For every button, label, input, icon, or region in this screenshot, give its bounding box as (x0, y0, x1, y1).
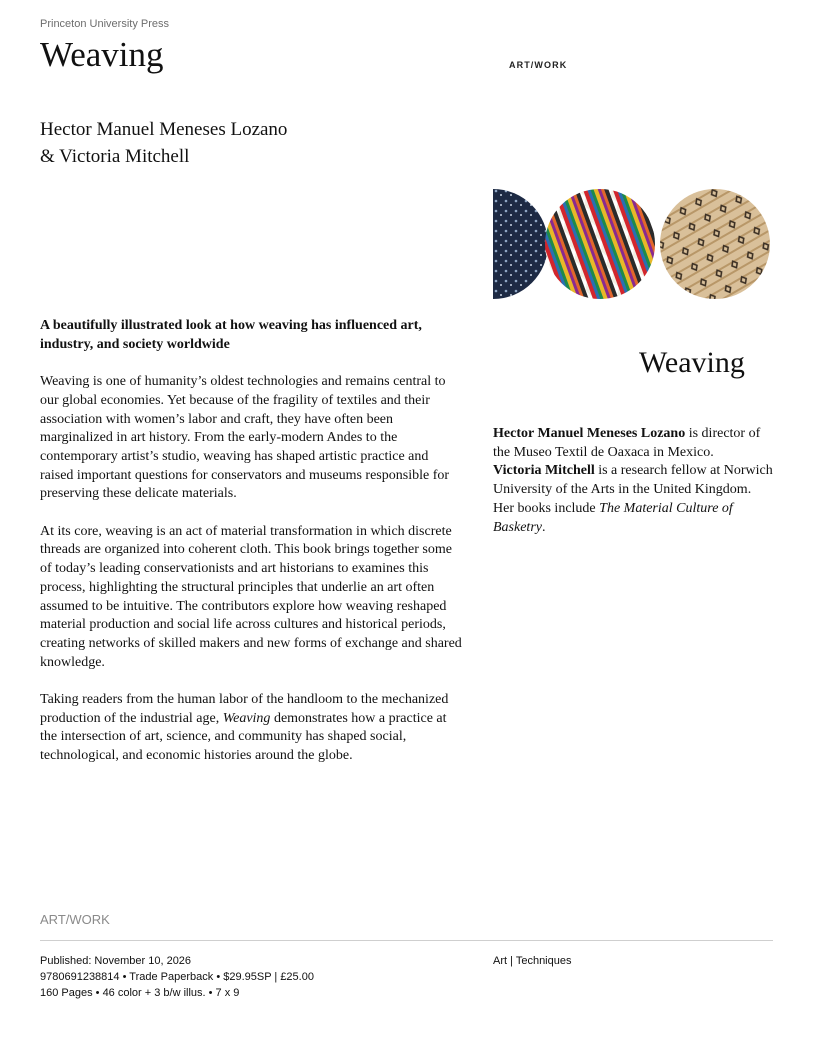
subject-categories: Art | Techniques (493, 955, 572, 967)
publication-date: Published: November 10, 2026 (40, 955, 192, 967)
author-bio: Hector Manuel Meneses Lozano is director of the Museo Textil de Oaxaca in Mexico. Victoria Mitchell is a research fellow at Norwich University of the Arts in the United Kingdom. Her books include The Material Culture of Basketry. (493, 426, 773, 535)
series-name: ART/WORK (40, 912, 110, 927)
author-line-1: Hector Manuel Meneses Lozano (40, 119, 288, 140)
book-title-italic: Weaving (222, 710, 271, 726)
publication-details (40, 953, 314, 1001)
cover-textile-circles (493, 188, 773, 306)
tagline: A beautifully illustrated look at how weaving has influenced art, industry, and society worldwide (40, 318, 422, 352)
author-line-2: & Victoria Mitchell (40, 146, 190, 167)
description-paragraph-1: Weaving is one of humanity’s oldest technologies and remains central to our global economies. Yet because of the fragility of textiles and their association with women’s labor and craft, they have often been marginalized in art history. From the early-modern Andes to the contemporary artist’s studio, weaving has shaped artistic practice and raised important questions for conservators and museums responsible for preserving these delicate materials. (40, 374, 450, 502)
footer-divider (40, 940, 773, 941)
authors (40, 116, 287, 170)
bio-author-2: Victoria Mitchell (493, 463, 595, 479)
description (40, 317, 462, 785)
publisher-name: Princeton University Press (40, 18, 169, 30)
bio-book-title: The Material Culture of Basketry (493, 500, 733, 535)
bio-author-1: Hector Manuel Meneses Lozano (493, 426, 686, 441)
description-paragraph-3: Taking readers from the human labor of the handloom to the mechanized production of the industrial age, Weaving demonstrates how a practice at the intersection of art, science, and community has shaped social, technological, and economic histories around the globe. (40, 692, 449, 764)
book-specs: 160 Pages • 46 color + 3 b/w illus. • 7 x 9 (40, 987, 240, 999)
isbn-edition-price: 9780691238814 • Trade Paperback • $29.95SP | £25.00 (40, 971, 314, 983)
cover-title: Weaving (639, 346, 745, 379)
book-cover (493, 188, 773, 388)
description-paragraph-2: At its core, weaving is an act of material transformation in which discrete threads are organized into coherent cloth. This book brings together some of today’s leading conservationists and art historians to examines this process, highlighting the structural principles that underlie an art often assumed to be intuitive. The contributors explore how weaving reshaped material production and social life across cultures and historical periods, creating networks of skilled makers and new forms of exchange and shared knowledge. (40, 523, 462, 670)
series-logo: ART/WORK (509, 60, 568, 70)
book-title: Weaving (40, 35, 164, 74)
